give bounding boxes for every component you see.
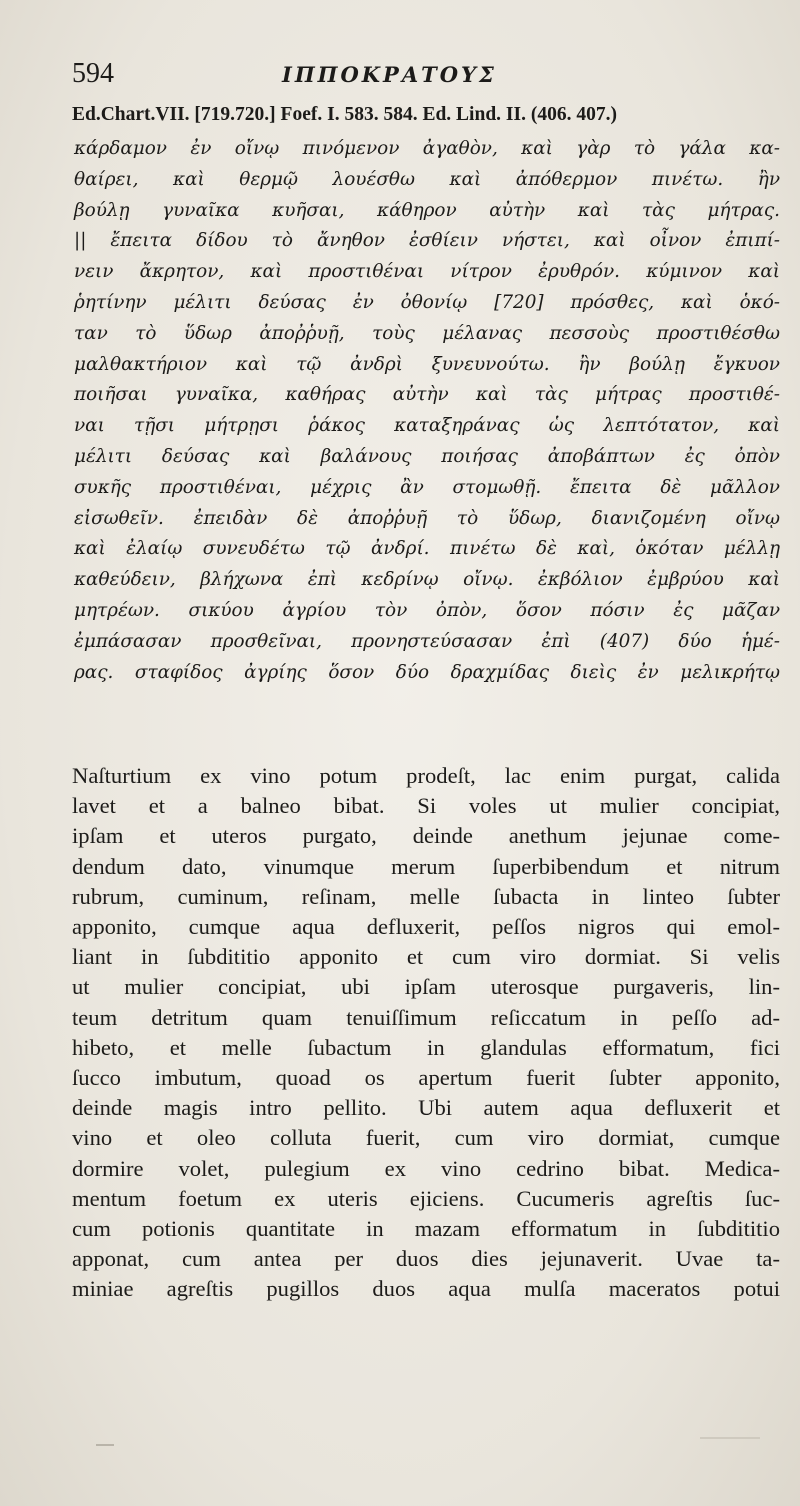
- latin-text-block: [72, 761, 780, 1305]
- running-title: ΙΠΠΟΚΡΑΤΟΥΣ: [282, 62, 497, 87]
- latin-line: cum potionis quantitate in mazam efformatum in ſubdititio: [72, 1216, 780, 1242]
- latin-line: apponito, cumque aqua defluxerit, peſſos nigros qui emol-: [72, 914, 780, 940]
- greek-line: ρας. σταφίδος ἀγρίης ὅσον δύο δραχμίδας διεὶς ἐν μελικρήτῳ: [74, 661, 780, 683]
- greek-line: μαλθακτήριον καὶ τῷ ἀνδρὶ ξυνευνούτω. ἢν βούλῃ ἔγκυον: [74, 353, 780, 375]
- latin-line: dormire volet, pulegium ex vino cedrino bibat. Medica-: [72, 1155, 780, 1181]
- bleed-through-mark: [700, 1437, 760, 1439]
- latin-line: rubrum, cuminum, reſinam, melle ſubacta in linteo ſubter: [72, 883, 780, 909]
- latin-line: Naſturtium ex vino potum prodeſt, lac enim purgat, calida: [72, 763, 780, 788]
- latin-line: mentum foetum ex uteris ejiciens. Cucumeris agreſtis ſuc-: [72, 1185, 780, 1211]
- greek-text-block: [74, 134, 780, 688]
- latin-line: dendum dato, vinumque merum ſuperbibendum et nitrum: [72, 853, 780, 879]
- greek-line: νειν ἄκρητον, καὶ προστιθέναι νίτρον ἐρυθρόν. κύμινον καὶ: [74, 261, 780, 283]
- page-number: 594: [72, 58, 114, 89]
- latin-line: apponat, cum antea per duos dies jejunaverit. Uvae ta-: [72, 1246, 780, 1272]
- greek-line: εἰσωθεῖν. ἐπειδὰν δὲ ἀποῤῥυῇ τὸ ὕδωρ, διανιζομένη οἴνῳ: [74, 507, 780, 529]
- latin-line: liant in ſubdititio apponito et cum viro dormiat. Si velis: [72, 944, 780, 970]
- latin-line: lavet et a balneo bibat. Si voles ut mulier concipiat,: [72, 793, 780, 819]
- running-head: [72, 58, 772, 98]
- latin-line: vino et oleo colluta fuerit, cum viro dormiat, cumque: [72, 1125, 780, 1151]
- latin-line: miniae agreſtis pugillos duos aqua mulſa maceratos potui: [72, 1276, 780, 1302]
- greek-line: ναι τῇσι μήτρῃσι ῥάκος καταξηράνας ὡς λεπτότατον, καὶ: [74, 415, 780, 437]
- greek-line: ἐμπάσασαν προσθεῖναι, προνηστεύσασαν ἐπὶ (407) δύο ἡμέ-: [74, 630, 780, 652]
- bleed-through-mark: [96, 1444, 114, 1446]
- latin-line: ut mulier concipiat, ubi ipſam uterosque purgaveris, lin-: [72, 974, 780, 1000]
- greek-line: || ἔπειτα δίδου τὸ ἄνηθον ἐσθίειν νήστει, καὶ οἶνον ἐπιπί-: [74, 230, 780, 252]
- greek-line: ταν τὸ ὕδωρ ἀποῤῥυῇ, τοὺς μέλανας πεσσοὺς προστιθέσθω: [74, 322, 780, 344]
- greek-line: καὶ ἐλαίῳ συνευδέτω τῷ ἀνδρί. πινέτω δὲ καὶ, ὁκόταν μέλλῃ: [74, 538, 780, 560]
- latin-line: deinde magis intro pellito. Ubi autem aqua defluxerit et: [72, 1095, 780, 1121]
- greek-line: μητρέων. σικύου ἀγρίου τὸν ὀπὸν, ὅσον πόσιν ἐς μᾶζαν: [74, 599, 780, 621]
- greek-line: καθεύδειν, βλήχωνα ἐπὶ κεδρίνῳ οἴνῳ. ἐκβόλιον ἐμβρύου καὶ: [74, 569, 780, 591]
- latin-line: ipſam et uteros purgato, deinde anethum jejunae come-: [72, 823, 780, 849]
- latin-line: teum detritum quam tenuiſſimum reſiccatum in peſſo ad-: [72, 1004, 780, 1030]
- greek-line: ποιῆσαι γυναῖκα, καθήρας αὐτὴν καὶ τὰς μήτρας προστιθέ-: [74, 384, 780, 406]
- greek-line: θαίρει, καὶ θερμῷ λουέσθω καὶ ἀπόθερμον πινέτω. ἢν: [74, 168, 780, 190]
- latin-line: ſucco imbutum, quoad os apertum fuerit ſubter apponito,: [72, 1065, 780, 1091]
- greek-line: βούλῃ γυναῖκα κυῆσαι, κάθηρον αὐτὴν καὶ τὰς μήτρας.: [74, 199, 780, 221]
- greek-line: συκῆς προστιθέναι, μέχρις ἂν στομωθῇ. ἔπειτα δὲ μᾶλλον: [74, 476, 780, 498]
- greek-line: μέλιτι δεύσας καὶ βαλάνους ποιήσας ἀποβάπτων ἐς ὀπὸν: [74, 445, 780, 467]
- latin-line: hibeto, et melle ſubactum in glandulas efformatum, fici: [72, 1034, 780, 1060]
- edition-reference: Ed.Chart.VII. [719.720.] Foef. I. 583. 584. Ed. Lind. II. (406. 407.): [72, 104, 617, 125]
- greek-line: ῥητίνην μέλιτι δεύσας ἐν ὀθονίῳ [720] πρόσθες, καὶ ὁκό-: [74, 291, 780, 313]
- greek-line: κάρδαμον ἐν οἴνῳ πινόμενον ἀγαθὸν, καὶ γὰρ τὸ γάλα κα-: [74, 138, 780, 159]
